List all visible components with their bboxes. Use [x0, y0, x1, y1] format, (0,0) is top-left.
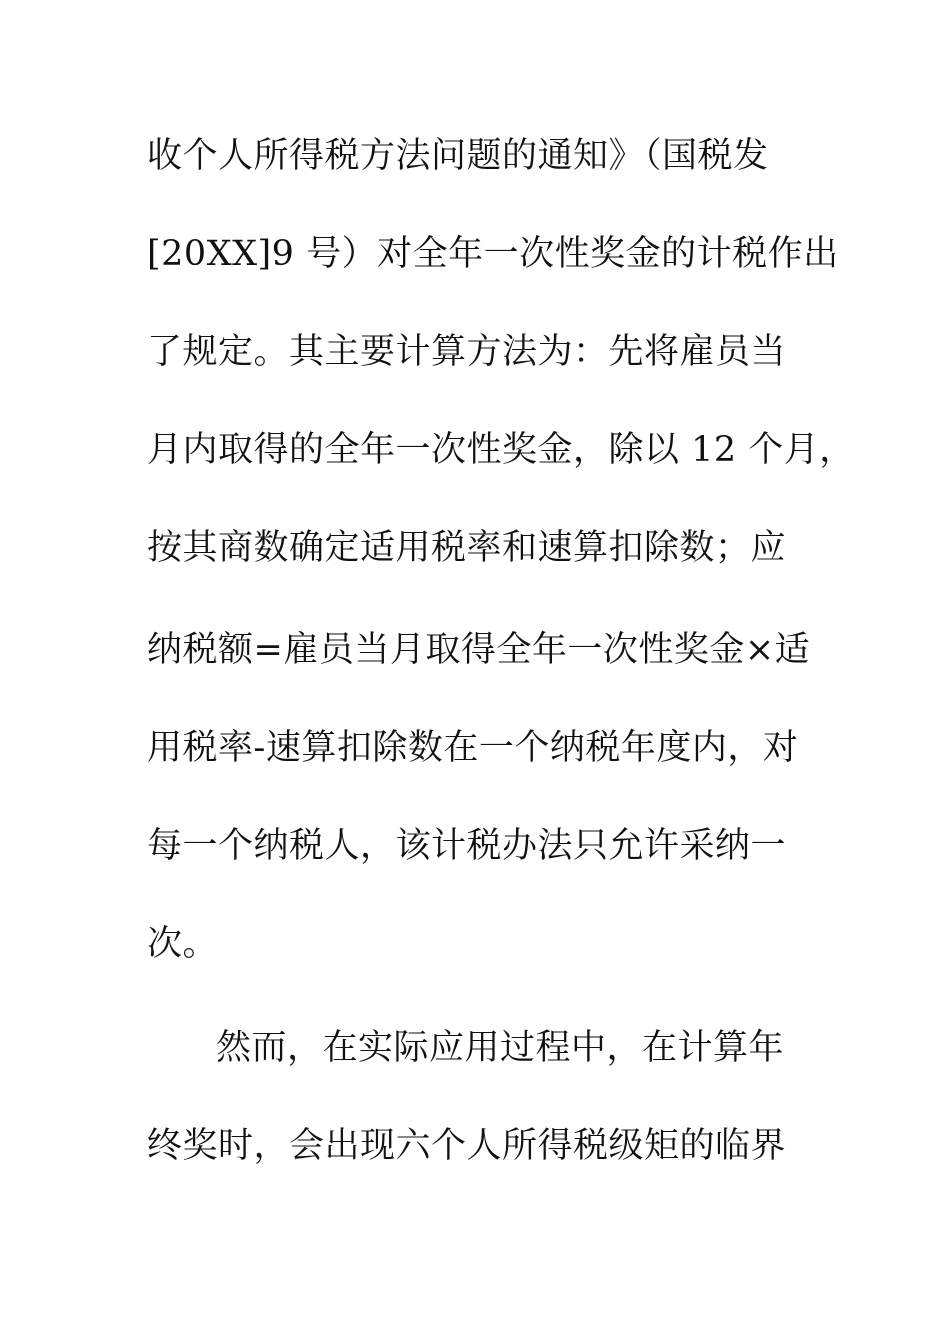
text-line: 每一个纳税人，该计税办法只允许采纳一	[147, 826, 787, 866]
text-line: 终奖时，会出现六个人所得税级矩的临界	[147, 1126, 787, 1166]
text-line: [20XX]9 号）对全年一次性奖金的计税作出	[147, 234, 839, 274]
text-line: 收个人所得税方法问题的通知》（国税发	[147, 136, 769, 176]
text-line: 次。	[147, 924, 219, 964]
text-line: 用税率-速算扣除数在一个纳税年度内，对	[147, 728, 799, 768]
paragraph-first-line: 然而，在实际应用过程中，在计算年	[216, 1028, 785, 1068]
text-line: 了规定。其主要计算方法为：先将雇员当	[147, 332, 787, 372]
text-line: 纳税额=雇员当月取得全年一次性奖金×适	[147, 630, 811, 670]
text-line: 按其商数确定适用税率和速算扣除数；应	[147, 528, 787, 568]
text-line: 月内取得的全年一次性奖金，除以 12 个月，	[147, 430, 855, 470]
